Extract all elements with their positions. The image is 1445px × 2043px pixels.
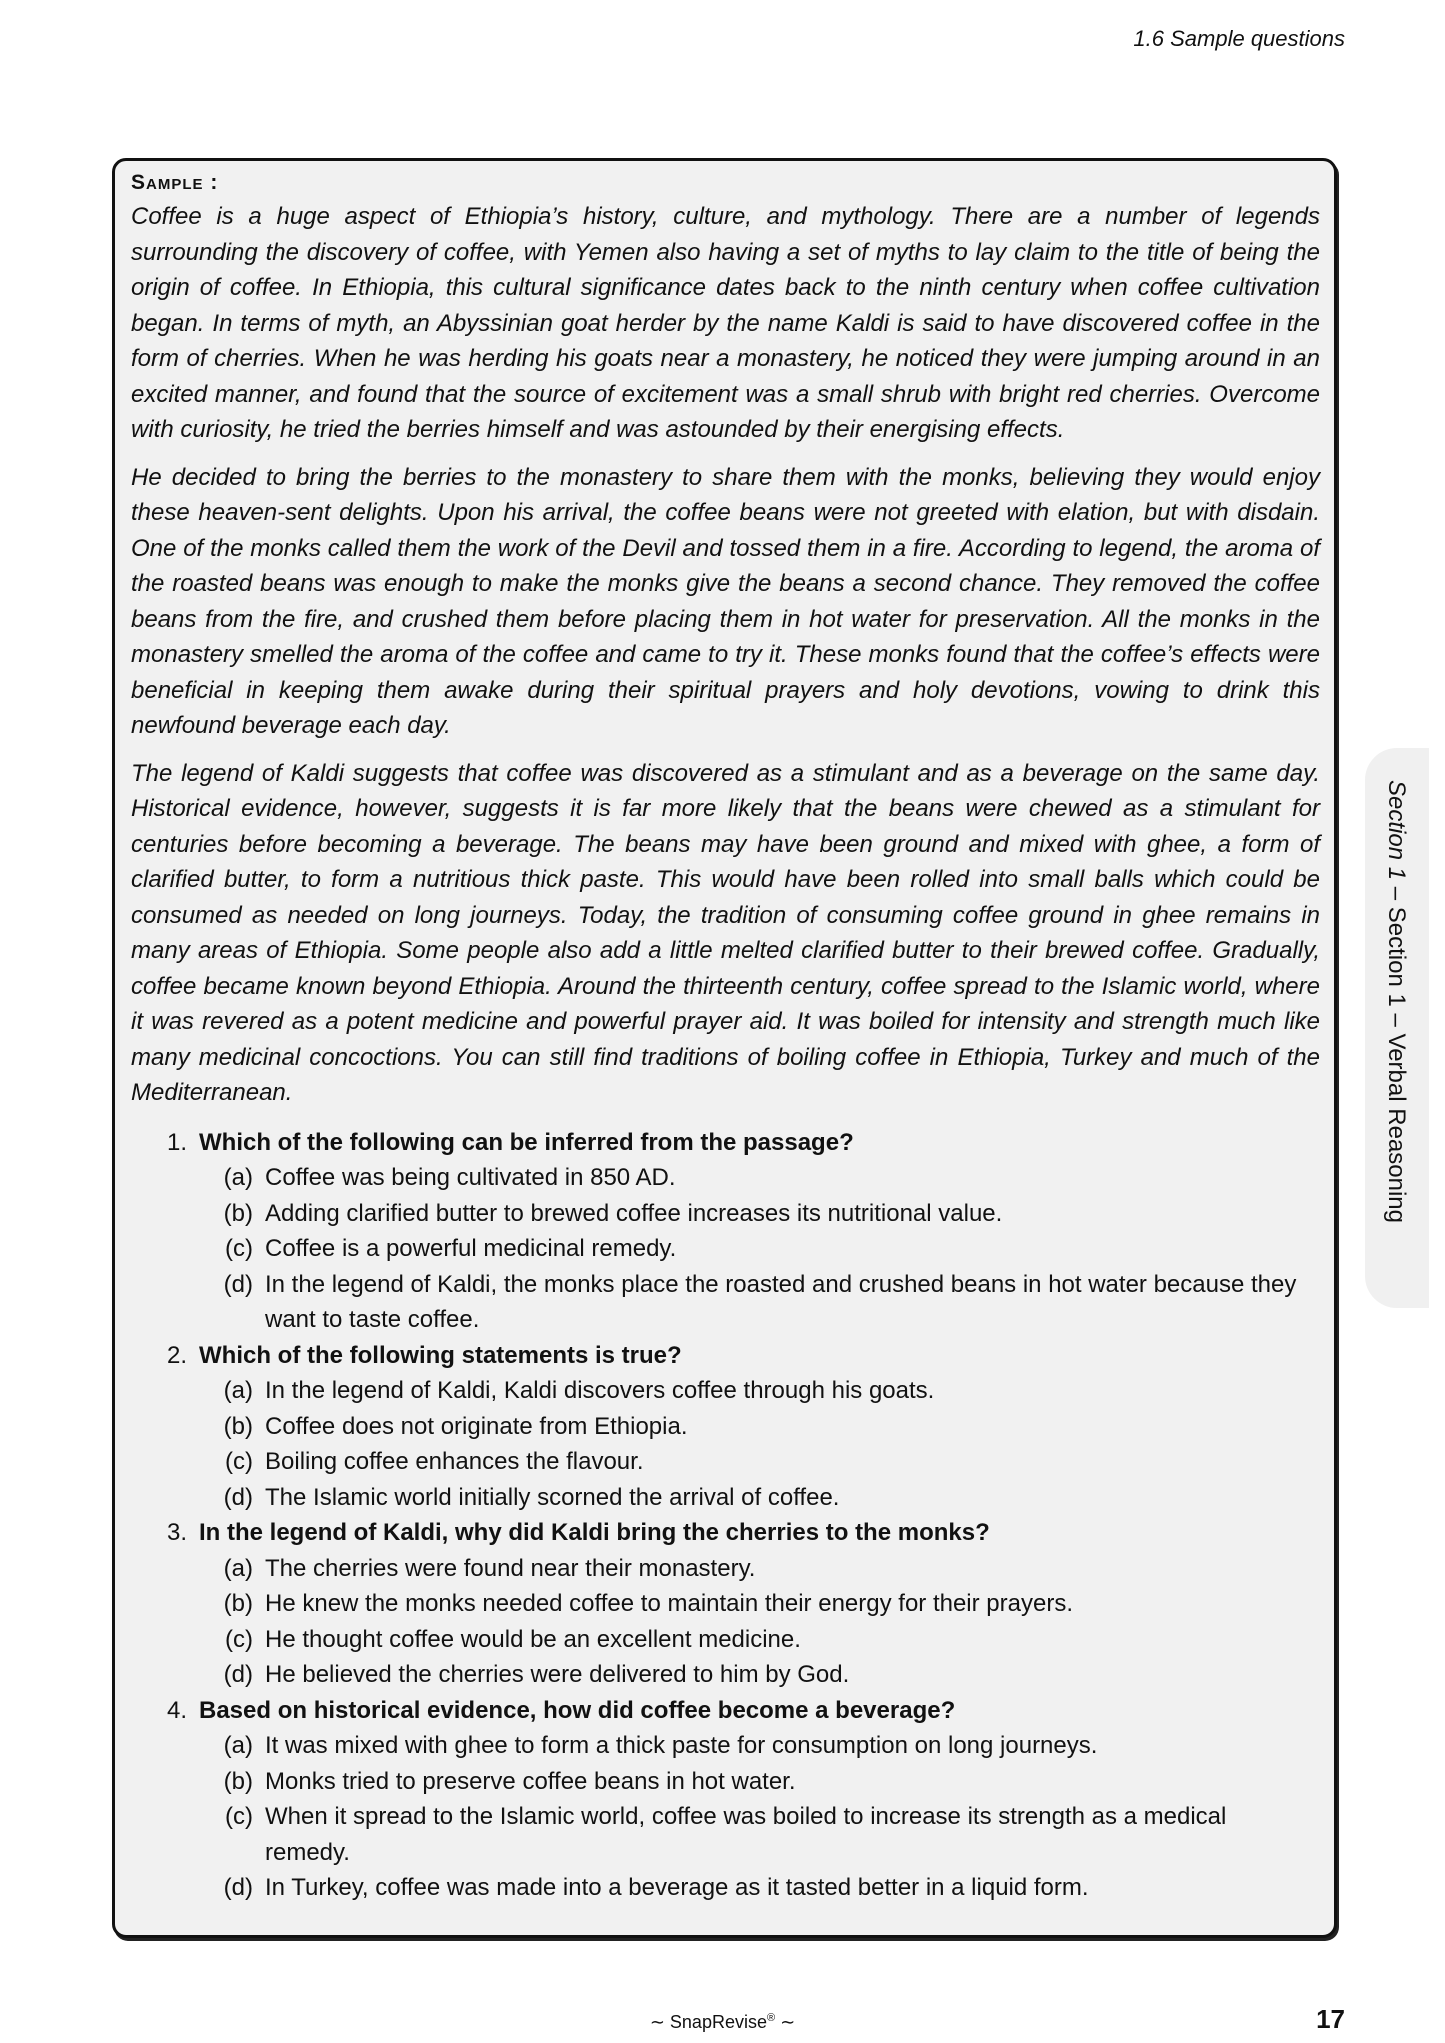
registered-mark-icon: ® [766, 2012, 776, 2024]
option-text: Coffee was being cultivated in 850 AD. [265, 1164, 676, 1191]
option-text: Coffee is a powerful medicinal remedy. [265, 1235, 677, 1262]
question-number: 2. [166, 1341, 187, 1369]
option-label: (b) [223, 1590, 253, 1617]
option-text: In Turkey, coffee was made into a beverage as it tasted better in a liquid form. [265, 1874, 1089, 1901]
question-number: 4. [166, 1696, 187, 1724]
option-label: (a) [223, 1554, 253, 1582]
option-label: (c) [225, 1235, 253, 1262]
passage [131, 199, 1320, 1111]
answer-option [131, 1870, 1320, 1906]
question-list [131, 1125, 1320, 1906]
footer-brand-suffix: ∼ [775, 2012, 796, 2032]
answer-option [131, 1657, 1320, 1693]
question [131, 1515, 1320, 1693]
sample-box [112, 158, 1337, 1938]
answer-option [131, 1622, 1320, 1658]
section-side-tab-rest: Section 1 – Verbal Reasoning [1383, 906, 1410, 1223]
option-text: He believed the cherries were delivered to him by God. [265, 1661, 850, 1688]
option-text: Coffee does not originate from Ethiopia. [265, 1412, 688, 1440]
option-label: (a) [223, 1164, 253, 1191]
option-text: The cherries were found near their monastery. [265, 1554, 756, 1582]
question-text: Based on historical evidence, how did coffee become a beverage? [199, 1696, 956, 1724]
answer-option [131, 1551, 1320, 1587]
option-list [131, 1728, 1320, 1906]
answer-option [131, 1480, 1320, 1516]
option-text: In the legend of Kaldi, Kaldi discovers coffee through his goats. [265, 1377, 935, 1404]
option-label: (d) [223, 1270, 253, 1298]
passage-paragraph: Coffee is a huge aspect of Ethiopia’s history, culture, and mythology. There are a number of legends surrounding the discovery of coffee, with Yemen also having a set of myths to lay claim to the title of being the origin of coffee. In Ethiopia, this cultural significance dates back to the ninth century when coffee cultivation began. In terms of myth, an Abyssinian goat herder by the name Kaldi is said to have discovered coffee in the form of cherries. When he was herding his goats near a monastery, he noticed they were jumping around in an excited manner, and found that the source of excitement was a small shrub with bright red cherries. Overcome with curiosity, he tried the berries himself and was astounded by their energising effects. [131, 203, 1320, 443]
option-label: (d) [223, 1874, 253, 1901]
answer-option [131, 1267, 1320, 1338]
option-label: (c) [225, 1448, 253, 1475]
answer-option [131, 1444, 1320, 1480]
question [131, 1125, 1320, 1338]
question-number: 3. [166, 1519, 187, 1546]
question-text: Which of the following statements is true? [199, 1341, 682, 1369]
option-list [131, 1551, 1320, 1693]
option-text: He thought coffee would be an excellent medicine. [265, 1625, 801, 1653]
option-text: The Islamic world initially scorned the arrival of coffee. [265, 1483, 840, 1511]
running-head: 1.6 Sample questions [1133, 26, 1345, 51]
footer-brand-name: ∼ SnapRevise [649, 2012, 767, 2032]
option-text: Boiling coffee enhances the flavour. [265, 1448, 644, 1475]
question [131, 1693, 1320, 1906]
option-text: He knew the monks needed coffee to maintain their energy for their prayers. [265, 1590, 1073, 1617]
answer-option [131, 1764, 1320, 1800]
section-side-tab-label [1382, 780, 1410, 1223]
question [131, 1338, 1320, 1516]
section-side-tab-separator: – [1383, 880, 1410, 907]
option-list [131, 1373, 1320, 1515]
footer-brand [0, 2012, 1445, 2033]
answer-option [131, 1586, 1320, 1622]
option-text: Monks tried to preserve coffee beans in hot water. [265, 1767, 796, 1795]
passage-paragraph: The legend of Kaldi suggests that coffee was discovered as a stimulant and as a beverage on the same day. Historical evidence, however, suggests it is far more likely that the beans were chewed as a stimulant for centuries before becoming a beverage. The beans may have been ground and mixed with ghee, a form of clarified butter, to form a nutritious thick paste. This would have been rolled into small balls which could be consumed as needed on long journeys. Today, the tradition of consuming coffee ground in ghee remains in many areas of Ethiopia. Some people also add a little melted clarified butter to their brewed coffee. Gradually, coffee became known beyond Ethiopia. Around the thirteenth century, coffee spread to the Islamic world, where it was revered as a potent medicine and powerful prayer aid. It was boiled for intensity and strength much like many medicinal concoctions. You can still find traditions of boiling coffee in Ethiopia, Turkey and much of the Mediterranean. [131, 759, 1320, 1106]
option-label: (c) [225, 1803, 253, 1830]
answer-option [131, 1799, 1320, 1870]
page-number: 17 [1316, 2004, 1345, 2034]
answer-option [131, 1728, 1320, 1764]
answer-option [131, 1373, 1320, 1409]
option-list [131, 1160, 1320, 1338]
option-label: (d) [223, 1661, 253, 1688]
answer-option [131, 1160, 1320, 1196]
answer-option [131, 1196, 1320, 1232]
option-text: Adding clarified butter to brewed coffee increases its nutritional value. [265, 1199, 1003, 1227]
question-text: In the legend of Kaldi, why did Kaldi bring the cherries to the monks? [199, 1519, 990, 1546]
question-number: 1. [166, 1128, 187, 1156]
option-label: (d) [223, 1483, 253, 1511]
option-label: (b) [223, 1767, 253, 1795]
section-side-tab-italic: Section 1 [1383, 780, 1410, 881]
question-text: Which of the following can be inferred from the passage? [199, 1128, 854, 1156]
option-text: In the legend of Kaldi, the monks place the roasted and crushed beans in hot water because they want to taste coffee. [265, 1270, 1297, 1333]
option-label: (b) [223, 1199, 253, 1227]
answer-option [131, 1409, 1320, 1445]
option-label: (a) [223, 1732, 253, 1759]
option-label: (b) [223, 1412, 253, 1440]
option-label: (c) [225, 1625, 253, 1653]
answer-option [131, 1231, 1320, 1267]
option-text: It was mixed with ghee to form a thick paste for consumption on long journeys. [265, 1732, 1098, 1759]
sample-label: Sample : [131, 171, 219, 194]
option-text: When it spread to the Islamic world, coffee was boiled to increase its strength as a medical remedy. [265, 1803, 1227, 1866]
passage-paragraph: He decided to bring the berries to the monastery to share them with the monks, believing they would enjoy these heaven-sent delights. Upon his arrival, the coffee beans were not greeted with elation, but with disdain. One of the monks called them the work of the Devil and tossed them in a fire. According to legend, the aroma of the roasted beans was enough to make the monks give the beans a second chance. They removed the coffee beans from the fire, and crushed them before placing them in hot water for preservation. All the monks in the monastery smelled the aroma of the coffee and came to try it. These monks found that the coffee’s effects were beneficial in keeping them awake during their spiritual prayers and holy devotions, vowing to drink this newfound beverage each day. [131, 463, 1320, 739]
option-label: (a) [223, 1377, 253, 1404]
